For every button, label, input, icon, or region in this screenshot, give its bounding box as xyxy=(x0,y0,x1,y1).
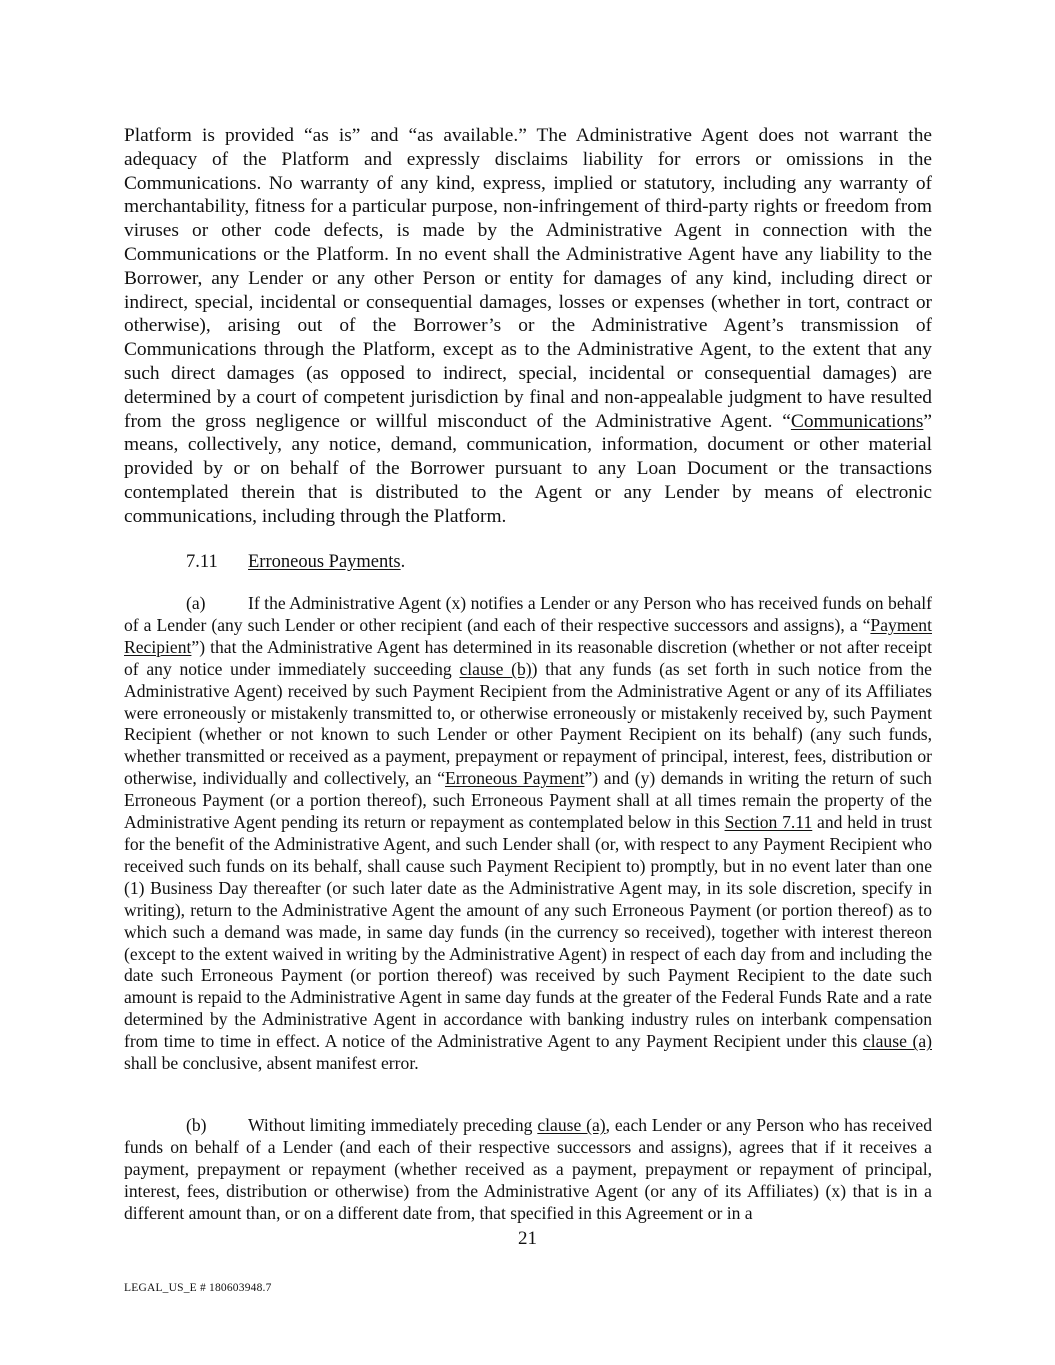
text-run: ”) and (y) demands in writing the return of such Erroneous Payment (or a portion thereof), such Erroneous Payment shall at all times remain the property of the Administrative Agent pending its return or repayment as contemplated below in this xyxy=(124,768,932,833)
cross-reference-clause-a: clause (a) xyxy=(862,1031,932,1052)
page-number: 21 xyxy=(518,1228,537,1249)
text-run: Platform is provided “as is” and “as available.” The Administrative Agent does not warrant the adequacy of the Platform and expressly disclaims liability for errors or omissions in the Communications. No warranty of any kind, express, implied or statutory, including any warranty of merchantability, fitness for a particular purpose, non-infringement of third-party rights or freedom from viruses or other code defects, is made by the Administrative Agent in connection with the Communications or the Platform. In no event shall the Administrative Agent have any liability to the Borrower, any Lender or any other Person or entity for damages of any kind, including direct or indirect, special, incidental or consequential damages, losses or expenses (whether in tort, contract or otherwise), arising out of the Borrower’s or the Administrative Agent’s transmission of Communications through the Platform, except as to the Administrative Agent, to the extent that any such direct damages (as opposed to indirect, special, incidental or consequential damages) are determined by a court of competent jurisdiction by final and non-appealable judgment to have resulted from the gross negligence or willful misconduct of the Administrative Agent. “ xyxy=(124,125,932,432)
section-title-period: . xyxy=(400,552,406,572)
text-run: shall be conclusive, absent manifest error. xyxy=(124,1053,419,1074)
text-run: and held in trust for the benefit of the Administrative Agent, and such Lender shall (or, with respect to any Payment Recipient who received such funds on its behalf, shall cause such Payment Recipient to) promptly, but in no event later than one (1) Business Day thereafter (or such later date as the Administrative Agent may, in its sole discretion, specify in writing), return to the Administrative Agent the amount of any such Erroneous Payment (or portion thereof) as to which such a demand was made, in same day funds (in the currency so received), together with interest thereon (except to the extent waived in writing by the Administrative Agent) in respect of each day from and including the date such Erroneous Payment (or portion thereof) was received by such Payment Recipient to the date such amount is repaid to the Administrative Agent in same day funds at the greater of the Federal Funds Rate and a rate determined by the Administrative Agent in accordance with banking industry rules on interbank compensation from time to time in effect. A notice of the Administrative Agent to any Payment Recipient under this xyxy=(124,812,932,1052)
text-run: If the Administrative Agent (x) notifies a Lender or any Person who has received funds on behalf of a Lender (any such Lender or other recipient (and each of their respective successors and assigns), a “ xyxy=(124,593,932,635)
cross-reference-clause-a: clause (a) xyxy=(537,1115,606,1135)
text-run: , each Lender or any Person who has received funds on behalf of a Lender (and each of their respective successors and assigns), agrees that if it receives a payment, prepayment or repayment (whether received as a payment, prepayment or repayment of principal, interest, fees, distribution or otherwise) from the Administrative Agent (or any of its Affiliates) (x) that is in a different amount than, or on a different date from, that specified in this Agreement or in a xyxy=(124,1115,932,1223)
defined-term-communications: Communications xyxy=(790,410,924,432)
defined-term-erroneous-payment: Erroneous Payment xyxy=(445,768,585,789)
cross-reference-section-7-11: Section 7.11 xyxy=(724,812,813,833)
text-run: ”) that the Administrative Agent has determined in its reasonable discretion (whether or not after receipt of any notice under immediately succeeding xyxy=(124,636,932,679)
text-run: ” means, collectively, any notice, demand, communication, information, document or other material provided by or on behalf of the Borrower pursuant to any Loan Document or the transactions contemplated therein that is distributed to the Agent or any Lender by means of electronic communications, including through the Platform. xyxy=(124,410,932,527)
section-title: Erroneous Payments xyxy=(248,552,401,572)
section-number: 7.11 xyxy=(186,552,218,572)
text-run: ) that any funds (as set forth in such notice from the Administrative Agent) received by such Payment Recipient from the Administrative Agent or any of its Affiliates were erroneously or mistakenly transmitted to, or otherwise erroneously or mistakenly received by, such Payment Recipient (whether or not known to such Lender or other Payment Recipient on its behalf) (any such funds, whether transmitted or received as a payment, prepayment or repayment of principal, interest, fees, distribution or otherwise, individually and collectively, an “ xyxy=(124,658,932,789)
paragraph-clause-a xyxy=(124,593,932,1075)
text-run: Without limiting immediately preceding xyxy=(248,1115,538,1135)
document-footer-id: LEGAL_US_E # 180603948.7 xyxy=(124,1282,272,1294)
paragraph-platform-disclaimer xyxy=(124,124,932,529)
clause-label-b: (b) xyxy=(186,1115,207,1135)
section-heading xyxy=(186,550,405,574)
clause-label-a: (a) xyxy=(186,593,206,613)
paragraph-clause-b xyxy=(124,1115,932,1225)
cross-reference-clause-b: clause (b) xyxy=(459,658,532,679)
defined-term-payment-recipient: Payment Recipient xyxy=(124,614,932,657)
